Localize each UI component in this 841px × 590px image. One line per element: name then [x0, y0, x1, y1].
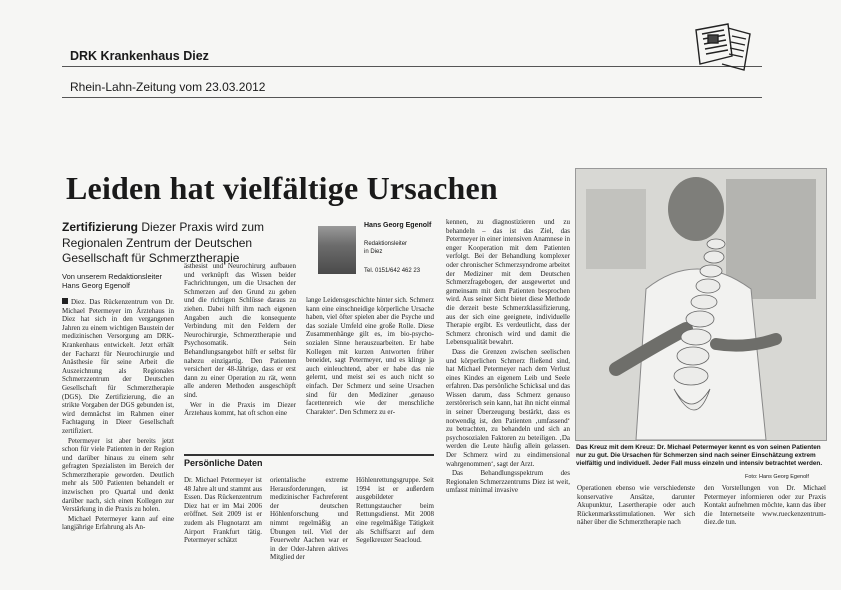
personal-data-column-3: [356, 476, 434, 590]
newspaper-source: Rhein-Lahn-Zeitung vom 23.03.2012: [70, 80, 266, 94]
personal-data-1: Dr. Michael Petermeyer ist 48 Jahre alt und stammt aus Essen. Das Rückenzentrum Diez hat er im Mai 2006 eröffnet. Seit 2009 ist er zudem als Flugnotarzt am Airport Frankfurt tätig. Petermeyer schätzt: [184, 476, 262, 545]
col4-para-1: kennen, zu diagnostizieren und zu behandeln – das ist das Ziel, das Petermeyer in einer intensiven Anamnese in enger Kooperation mit dem Patienten verfolgt. Bei der Behandlung komplexer oder chronischer Schmerzsyndrome arbeitet der Mediziner mit dem Deutschen Schmerzfragebogen, der ausgewertet und gemeinsam mit dem Patienten besprochen wird. Aus seiner Sicht bietet diese Methode die derzeit beste Schmerzklassifizierung, aus der sich eine geeignete, individuelle Therapie ergibt. Es verdeutlicht, dass der Schmerz chronisch wird und damit die Lebensqualität bewahrt.: [446, 218, 570, 347]
personal-data-3: Höhlenrettungsgruppe. Seit 1994 ist er außerdem ausgebildeter Rettungstaucher beim Rettungsdienst. Mit 2008 eine regelmäßige Tätigkeit als Schiffsarzt auf dem Segelkreuzer Seacloud.: [356, 476, 434, 545]
article-kicker: Zertifizierung: [62, 220, 139, 234]
col1-para-3: Michael Petermeyer kann auf eine langjährige Erfahrung als An-: [62, 514, 174, 532]
lead-text: Diezer Praxis wird zum Regionalen Zentrum der Deutschen Gesellschaft für Schmerztherapie: [62, 220, 265, 265]
photo-illustration: [576, 169, 826, 440]
author-phone: Tel. 0151/642 462 23: [364, 268, 421, 274]
header-divider-bottom: [62, 97, 762, 98]
author-box: [318, 222, 443, 282]
hospital-title: DRK Krankenhaus Diez: [70, 49, 209, 63]
col2-para-2: Wer in die Praxis im Diezer Ärztehaus kommt, hat oft schon eine: [184, 400, 296, 418]
personal-data-2: orientalische extreme Herausforderungen, ist medizinischer Fachreferent der deutschen Höhlenforschung und nimmt regelmäßig an Übungen teil. Viel der Feuerwehr Aachen war er in der Oder-Jahren aktives Mitglied der: [270, 476, 348, 562]
col1-para-1: Diez. Das Rückenzentrum von Dr. Michael Petermeyer im Ärztehaus in Diez hat sich in den vergangenen Jahren zu einem wichtigen Baustein der medizinischen Versorgung am DRK-Krankenhaus entwickelt. Jetzt erhält der Facharzt für Neurochirurgie und Anästhesie für seine Arbeit die Auszeichnung als Regionales Schmerzzentrum der Deutschen Gesellschaft für Schmerztherapie (DGS). Die Zertifizierung, die an strikte Vorgaben der DGS gebunden ist, wird demnächst im Rahmen einer Fachtagung in Dieer Gesellschaft zertifiziert.: [62, 298, 174, 435]
personal-data-title: Persönliche Daten: [184, 458, 263, 468]
col1-para-2: Petermeyer ist aber bereits jetzt schon für viele Patienten in der Region und darüber hinaus zu einem sehr gefragten Spezialisten im Bereich der Schmerztherapie geworden. Deutlich mehr als 500 Patienten behandelt er inzwischen pro Quartal und denkt darüber nach, sich einen Kollegen zur Verstärkung in die Praxis zu holen.: [62, 436, 174, 514]
photo-caption: Das Kreuz mit dem Kreuz: Dr. Michael Petermeyer kennt es von seinen Patienten nur zu gut. Die Ursachen für Schmerzen sind nach seiner Einschätzung extrem vielfältig und individuell. Jeder Fall muss einzeln und intensiv betrachtet werden.: [576, 444, 823, 467]
author-photo: [318, 226, 356, 274]
article-column-1: [62, 298, 174, 590]
personal-data-divider: [184, 454, 434, 456]
article-column-4: [446, 218, 570, 590]
author-title-1: Redaktionsleiter: [364, 241, 408, 247]
author-name: Hans Georg Egenolf: [364, 222, 432, 229]
article-column-2: [184, 262, 296, 450]
col4-para-3: Das Behandlungsspektrum des Regionalen Schmerzzentrums Diez ist weit, umfasst minimal invasive: [446, 469, 570, 495]
newspaper-icon: [688, 20, 758, 76]
col4-para-2: Dass die Grenzen zwischen seelischen und körperlichen Schmerz fließend sind, hat Michael Petermeyer nach dem Verlust eines Kindes an eigenem Leib und Seele erfahren. Das persönliche Schicksal und das Wissen darum, dass Schmerz genauso zerstörerisch sein kann, hat ihn nicht einmal in seiner Überzeugung bestärkt, dass es notwendig ist, den Patienten ‚umfassend‘ zu betrachten, zu behandeln und sich an psychosozialen Faktoren zu beteiligen. ‚Da werden die Leute häufig allein gelassen. Der Schmerz wird zu eindimensional wahrgenommen‘, sagt der Arzt.: [446, 347, 570, 468]
article-headline: Leiden hat vielfältige Ursachen: [66, 170, 498, 206]
article-column-5: [577, 484, 695, 590]
col3-para-1: lange Leidensgeschichte hinter sich. Schmerz kann eine einschneidige körperliche Ursache haben, viel öfter spielen aber die Psyche und das soziale Umfeld eine große Rolle. Diese Zusammenhänge gilt es, im bio-psycho-sozialen Sinne herauszuarbeiten. Er habe Kollegen mit kurzen Antworten früher beneidet, sagt Petermeyer, und es klinge ja auch einleuchtend, aber er habe das nie gelernt, und meist sei es auch nicht so einfach. Der Schmerz und seine Ursachen sind für den Mediziner ‚genauso facettenreich wie der menschliche Charakter‘. Den Schmerz zu er-: [306, 296, 434, 416]
photo-credit: Foto: Hans Georg Egenolf: [745, 474, 809, 480]
byline-line-2: Hans Georg Egenolf: [62, 281, 130, 290]
header-divider: [62, 66, 762, 67]
author-title-2: in Diez: [364, 249, 383, 255]
byline-line-1: Von unserem Redaktionsleiter: [62, 272, 163, 281]
article-column-3: [306, 296, 434, 450]
paragraph-marker-icon: [62, 298, 68, 304]
article-column-6: [704, 484, 826, 590]
doctor-spine-photo: [575, 168, 827, 441]
personal-data-column-1: [184, 476, 262, 590]
personal-data-column-2: [270, 476, 348, 590]
author-title: [364, 240, 407, 256]
col5-para-1: Operationen ebenso wie verschiedenste konservative Ansätze, darunter Akupunktur, Lasertherapie oder auch Rückenmarksstimulationen. Wer sich näher über die Schmerztherapie nach: [577, 484, 695, 527]
col2-para-1: ästhesist und Neurochirurg aufbauen und verknüpft das Wissen beider Fachrichtungen, um die Ursachen der Schmerzen auf den Grund zu gehen und die richtigen Schlüsse daraus zu ziehen. Dabei hilft ihm nach eigenen Angaben auch die konsequente Verbindung mit den Feldern der Neurochirurgie, Schmerztherapie und Psychosomatik. Sein Behandlungsangebot hilft er selbst für nahezu einzigartig. Den Patienten versichert der 48-Jährige, dass er erst dann zu einer Operation zu rät, wenn alle anderen Methoden ausgeschöpft sind.: [184, 262, 296, 399]
col6-para-1: den Vorstellungen von Dr. Michael Petermeyer informieren oder zur Praxis Kontakt aufnehmen möchte, kann das über die Internetseite www.rueckenzentrum-diez.de tun.: [704, 484, 826, 527]
article-lead: [62, 220, 298, 267]
